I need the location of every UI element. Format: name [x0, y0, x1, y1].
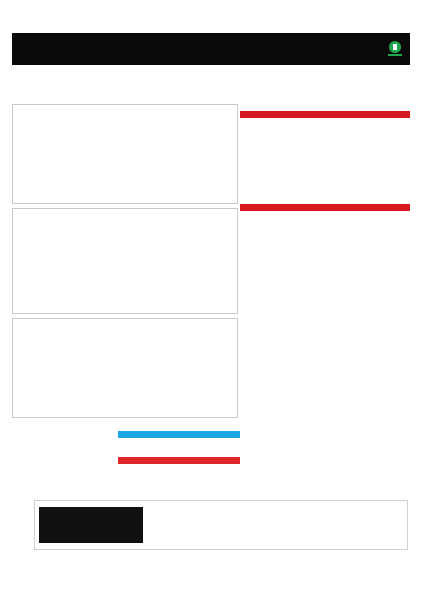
central-duvidas-box	[39, 507, 143, 543]
zona-rural-header	[240, 204, 410, 211]
header-banner	[12, 33, 410, 65]
sexo-pie-chart	[32, 421, 102, 483]
municipal-logo-icon	[384, 38, 406, 60]
footer-panel	[34, 500, 408, 550]
sede-header	[240, 111, 410, 118]
recuperados-dia-plot	[13, 209, 239, 315]
chart-faixa-etaria	[12, 318, 238, 418]
feminino-label	[118, 457, 240, 464]
masculino-label	[118, 431, 240, 438]
chart-recuperados-por-dia	[12, 208, 238, 314]
confirmados-dia-plot	[13, 105, 239, 205]
chart-confirmados-por-dia	[12, 104, 238, 204]
faixa-etaria-plot	[13, 319, 239, 419]
